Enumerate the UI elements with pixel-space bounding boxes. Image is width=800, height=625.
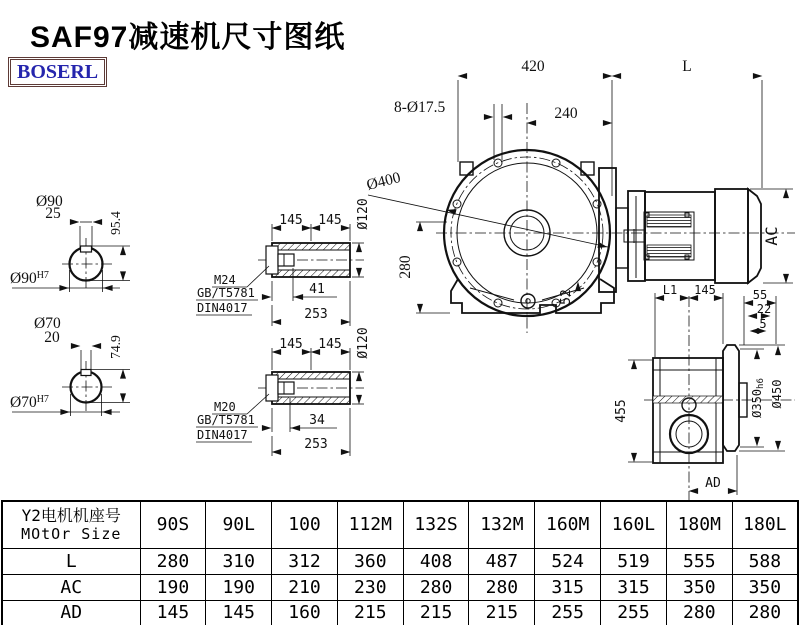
- dim-ht-total: 253: [304, 307, 328, 322]
- table-row-L: [2, 548, 798, 574]
- dim-280: 280: [397, 255, 414, 279]
- label-ht-thread: M24: [214, 273, 236, 287]
- dim-90-bore: $Ø90^{H7}$: [10, 270, 49, 287]
- label-hb-std1: GB/T5781: [197, 413, 255, 427]
- table-row-AC: [2, 574, 798, 600]
- cell: 350: [732, 574, 798, 600]
- dim-70-key: 20: [44, 329, 60, 346]
- col-header: 132M: [469, 501, 535, 548]
- cell: 310: [206, 548, 272, 574]
- col-header: 160M: [535, 501, 601, 548]
- view-front: [365, 58, 795, 333]
- dim-55: 55: [752, 288, 768, 302]
- cell: 255: [601, 600, 667, 625]
- cell: 350: [666, 574, 732, 600]
- dim-ht-dia: Ø120: [356, 198, 371, 230]
- dim-AC: AC: [762, 226, 781, 246]
- dim-spigot: Ø350h6: [750, 378, 766, 418]
- dim-AD: AD: [705, 476, 721, 491]
- cell: 487: [469, 548, 535, 574]
- cell: 215: [403, 600, 469, 625]
- cell: 255: [535, 600, 601, 625]
- label-hb-std2: DIN4017: [197, 428, 248, 442]
- cell: 524: [535, 548, 601, 574]
- table-row-AD: [2, 600, 798, 625]
- cell: 588: [732, 548, 798, 574]
- cell: 145: [140, 600, 206, 625]
- label-ht-std2: DIN4017: [197, 301, 248, 315]
- dim-hb-145a: 145: [279, 337, 303, 352]
- cell: 280: [469, 574, 535, 600]
- col-header: 90L: [206, 501, 272, 548]
- cell: 160: [272, 600, 338, 625]
- brand-logo: BOSERL: [8, 57, 107, 87]
- col-header: 180L: [732, 501, 798, 548]
- header-motor-size-en: MOtOr Size: [21, 524, 122, 543]
- cell: 315: [535, 574, 601, 600]
- cell: 145: [206, 600, 272, 625]
- dim-flange-450: Ø450: [770, 379, 784, 409]
- header-motor-size-cn: Y2电机机座号: [21, 505, 121, 525]
- cell: 519: [601, 548, 667, 574]
- cell: 280: [666, 600, 732, 625]
- cell: 312: [272, 548, 338, 574]
- row-label-AC: AC: [2, 574, 140, 600]
- cell: 190: [140, 574, 206, 600]
- view-shaft-end-90: [10, 193, 130, 292]
- label-hb-thread: M20: [214, 400, 236, 414]
- col-header: 132S: [403, 501, 469, 548]
- view-side: [614, 283, 795, 500]
- page-title: SAF97减速机尺寸图纸: [30, 21, 346, 54]
- table-header-row: [2, 501, 798, 548]
- dim-90-key: 25: [45, 205, 61, 222]
- row-label-L: L: [2, 548, 140, 574]
- dim-420: 420: [521, 58, 545, 75]
- cell: 190: [206, 574, 272, 600]
- dim-90-height: 95.4: [108, 211, 123, 235]
- dim-hb-145b: 145: [318, 337, 342, 352]
- dim-70-dia: Ø70: [34, 315, 61, 332]
- dim-70-height: 74.9: [108, 335, 123, 359]
- dim-hb-total: 253: [304, 437, 328, 452]
- label-ht-std1: GB/T5781: [197, 286, 255, 300]
- cell: 215: [337, 600, 403, 625]
- dim-22: 22: [756, 302, 772, 316]
- view-hollow-shaft-lower: [196, 327, 371, 456]
- dim-70-bore: $Ø70^{H7}$: [10, 394, 49, 411]
- cell: 280: [403, 574, 469, 600]
- col-header: 100: [272, 501, 338, 548]
- dim-ht-145b: 145: [318, 213, 342, 228]
- dim-L1: L1: [662, 283, 678, 297]
- dim-ht-145a: 145: [279, 213, 303, 228]
- cell: 280: [732, 600, 798, 625]
- col-header: 90S: [140, 501, 206, 548]
- view-hollow-shaft-upper: [196, 198, 371, 326]
- dim-240: 240: [554, 105, 578, 122]
- cell: 230: [337, 574, 403, 600]
- row-label-AD: AD: [2, 600, 140, 625]
- cell: 555: [666, 548, 732, 574]
- motor-size-table: [1, 500, 799, 625]
- view-shaft-end-70: [10, 315, 130, 416]
- col-header: 112M: [337, 501, 403, 548]
- dim-455: 455: [614, 399, 629, 423]
- dim-flange-dia: Ø400: [364, 169, 403, 194]
- col-header: 180M: [666, 501, 732, 548]
- dim-5: 5: [759, 317, 767, 331]
- dim-52: 52: [559, 289, 574, 305]
- dim-hb-depth: 34: [309, 413, 325, 428]
- dim-90-dia: Ø90: [36, 193, 63, 210]
- cell: 315: [601, 574, 667, 600]
- cell: 210: [272, 574, 338, 600]
- dim-bolt-holes: 8-Ø17.5: [394, 99, 446, 116]
- dim-hb-dia: Ø120: [356, 327, 371, 359]
- cell: 408: [403, 548, 469, 574]
- header-motor-size: [2, 501, 140, 548]
- dim-ht-depth: 41: [309, 282, 325, 297]
- dim-side-145: 145: [694, 283, 716, 297]
- col-header: 160L: [601, 501, 667, 548]
- cell: 280: [140, 548, 206, 574]
- cell: 215: [469, 600, 535, 625]
- dim-L: L: [682, 58, 692, 75]
- cell: 360: [337, 548, 403, 574]
